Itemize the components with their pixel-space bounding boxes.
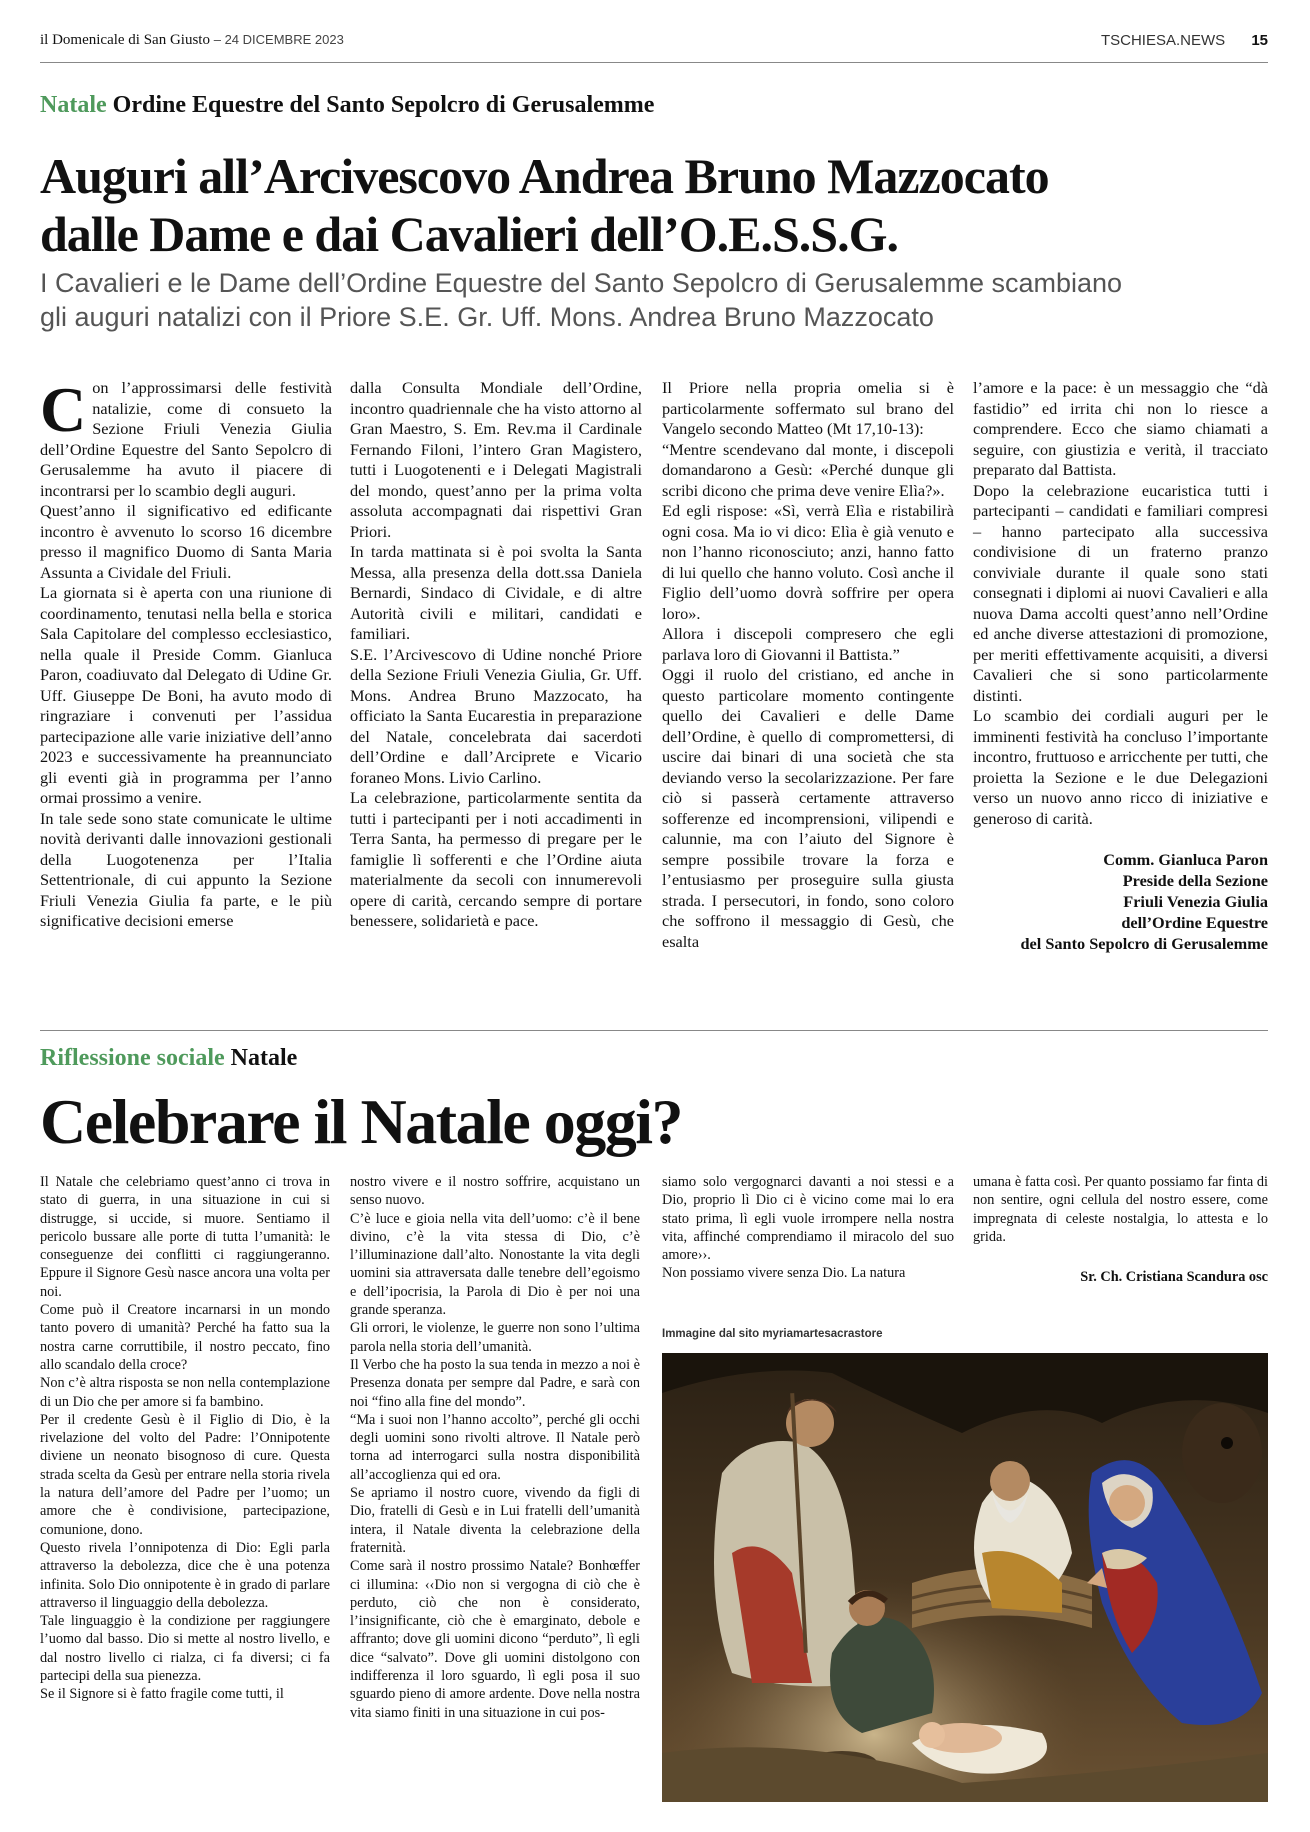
publication-info <box>40 32 344 49</box>
image-caption: Immagine dal sito myriamartesacrastore <box>662 1328 883 1340</box>
article1-subhead-line2: gli auguri natalizi con il Priore S.E. Gr. Uff. Mons. Andrea Bruno Mazzocato <box>40 302 934 332</box>
site-info <box>1101 32 1268 49</box>
signature-line: Comm. Gianluca Paron <box>1103 850 1268 869</box>
article1-column-4 <box>973 378 1268 954</box>
article1-column-1 <box>40 374 332 932</box>
article2-headline: Celebrare il Natale oggi? <box>40 1086 683 1157</box>
signature-line: dell’Ordine Equestre <box>1121 913 1268 932</box>
article1-kicker-tag: Natale <box>40 92 107 118</box>
article1-paragraph: Allora i discepoli compresero che egli parlava loro di Giovanni il Battista.” <box>662 624 954 664</box>
article1-paragraph: La celebrazione, particolarmente sentita da tutti i partecipanti per i noti accadimenti in Terra Santa, ha permesso di pregare per le famiglie lì sofferenti e che l’Ordine aiuta materialmente da secoli con innumerevoli opere di carità, cercando sempre di portare benessere, solidarietà e pace. <box>350 788 642 930</box>
article1-column-2 <box>350 378 642 932</box>
site-name: TSCHIESA.NEWS <box>1100 32 1226 49</box>
article1-paragraph-text: on l’approssimarsi delle festività natalizie, come di consueto la Sezione Friuli Venezia Giulia dell’Ordine Equestre del Santo Sepolcro di Gerusalemme ha avuto il piacere di incontrarsi per lo scambio degli auguri. <box>40 378 332 500</box>
article1-column-3 <box>662 378 954 952</box>
article2-paragraph: Se apriamo il nostro cuore, vivendo da figli di Dio, fratelli di Gesù e in Lui fratelli dell’umanità intera, il Natale diventa la celebrazione della fraternità. <box>350 1485 640 1556</box>
article2-kicker-tag: Riflessione sociale <box>40 1045 225 1071</box>
article2-paragraph: Il Verbo che ha posto la sua tenda in mezzo a noi è Presenza donata per sempre dal Padre, e sarà con noi “fino alla fine del mondo”. <box>350 1356 640 1410</box>
article1-kicker-text: Ordine Equestre del Santo Sepolcro di Gerusalemme <box>112 92 655 118</box>
article2-paragraph: Se il Signore si è fatto fragile come tutti, il <box>40 1686 284 1703</box>
article1-paragraph: S.E. l’Arcivescovo di Udine nonché Priore della Sezione Friuli Venezia Giulia, Gr. Uff. Mons. Andrea Bruno Mazzocato, ha officiato la Santa Eucarestia in preparazione del Natale, concelebrata dai sacerdoti dell’Ordine e dall’Arciprete e Vicario foraneo Mons. Livio Carlino. <box>350 644 642 787</box>
article2-column-1 <box>40 1173 330 1704</box>
article1-paragraph: Il Priore nella propria omelia si è particolarmente soffermato sul brano del Vangelo secondo Matteo (Mt 17,10-13): <box>662 378 954 438</box>
article1-headline <box>40 150 1268 266</box>
article2-paragraph: Come sarà il nostro prossimo Natale? Bonhœffer ci illumina: ‹‹Dio non si vergogna di ciò che è perduto, ciò che non è considerato, l’insignificante, ciò che è emarginato, debole e affranto; dove gli uomini dicono “perduto”, lì egli dice “salvato”. Dove gli uomini distolgono con indifferenza il loro sguardo, lì egli posa il suo sguardo pieno di amore ardente. Dove nella nostra vita siamo finiti in una situazione in cui pos- <box>350 1558 640 1721</box>
article2-paragraph: “Ma i suoi non l’hanno accolto”, perché gli occhi degli uomini sono rivolti altrove. Il Natale però torna ad interrogarci sulla nostra disponibilità all’accoglienza qui ed ora. <box>350 1411 640 1483</box>
article1-paragraph: Ed egli rispose: «Sì, verrà Elìa e ristabilirà ogni cosa. Ma io vi dico: Elìa è già venuto e non l’hanno riconosciuto; anzi, hanno fatto di lui quello che hanno voluto. Così anche il Figlio dell’uomo dovrà soffrire per opera loro». <box>662 501 954 623</box>
article1-paragraph <box>40 374 332 501</box>
article1-paragraph: Oggi il ruolo del cristiano, ed anche in questo particolare momento contingente quello dei Cavalieri e delle Dame dell’Ordine, è quello di compromettersi, di uscire dai binari di una società che sta deviando verso la secolarizzazione. Per fare ciò si passerà certamente attraverso sofferenze ed incomprensioni, vilipendi e calunnie, ma con l’aiuto del Signore è sempre possibile trovare la forza e l’entusiasmo per proseguire sulla giusta strada. I persecutori, in fondo, sono coloro che soffrono il messaggio di Gesù, che esalta <box>662 665 954 951</box>
article2-paragraph: Per il credente Gesù è il Figlio di Dio, è la rivelazione del volto del Padre: l’Onnipotente diviene un neonato bisognoso di cure. Questa strada scelta da Gesù per entrare nella storia rivela la natura dell’amore del Padre per l’uomo; un amore che è condivisione, partecipazione, comunione, dono. <box>40 1411 330 1538</box>
article2-kicker-text: Natale <box>230 1045 298 1071</box>
article1-paragraph: La giornata si è aperta con una riunione di coordinamento, tenutasi nella bella e storica Sala Capitolare del complesso ecclesiastico, nella quale il Preside Comm. Gianluca Paron, coadiuvato dal Delegato di Udine Gr. Uff. Giuseppe De Boni, ha avuto modo di ringraziare i convenuti per l’assidua partecipazione alle varie iniziative dell’anno 2023 e successivamente ha preannunciato gli eventi già in programma per l’anno ormai prossimo a venire. <box>40 583 332 807</box>
article2-paragraph: Gli orrori, le violenze, le guerre non sono l’ultima parola nella storia dell’umanità. <box>350 1320 640 1355</box>
running-header <box>40 28 1268 63</box>
dropcap: C <box>40 374 87 445</box>
article2-column-4 <box>973 1173 1268 1286</box>
publication-name: il Domenicale di San Giusto <box>40 32 210 48</box>
article2-signature: Sr. Ch. Cristiana Scandura osc <box>1080 1269 1268 1286</box>
article1-signature <box>973 849 1268 954</box>
signature-line: Friuli Venezia Giulia <box>1123 892 1268 911</box>
article1-paragraph: l’amore e la pace: è un messaggio che “dà fastidio” ed irrita chi non lo riesce a comprendere. Ecco che siamo chiamati a seguire, con giustizia e verità, il tracciato preparato dal Battista. <box>973 378 1268 479</box>
newspaper-page <box>40 0 1268 1832</box>
article2-paragraph: Questo rivela l’onnipotenza di Dio: Egli parla attraverso la debolezza, dice che è una potenza infinita. Solo Dio onnipotente è in grado di parlare attraverso il linguaggio della debolezza. <box>40 1539 330 1611</box>
article2-paragraph: Non c’è altra risposta se non nella contemplazione di un Dio che per amore si fa bambino. <box>40 1375 330 1410</box>
article1-paragraph: Quest’anno il significativo ed edificante incontro è avvenuto lo scorso 16 dicembre presso il magnifico Duomo di Santa Maria Assunta a Cividale del Friuli. <box>40 501 332 582</box>
article2-paragraph: Il Natale che celebriamo quest’anno ci trova in stato di guerra, in una situazione in cui si distrugge, si uccide, si muore. Sentiamo il pericolo bussare alle porte di tutta l’umanità: le conseguenze dei conflitti ci raggiungeranno. Eppure il Signore Gesù nasce ancora una volta per noi. <box>40 1174 330 1300</box>
article2-kicker <box>40 1045 297 1072</box>
article2-paragraph: Come può il Creatore incarnarsi in un mondo tanto povero di umanità? Perché ha fatto sua la nostra carne corruttibile, il nostro peccato, fino allo scandalo della croce? <box>40 1302 330 1373</box>
article2-column-3 <box>662 1173 954 1283</box>
article1-subhead-line1: I Cavalieri e le Dame dell’Ordine Equestre del Santo Sepolcro di Gerusalemme scambiano <box>40 268 1123 298</box>
article1-subhead <box>40 266 1268 334</box>
nativity-painting <box>662 1353 1268 1802</box>
article2-paragraph: C’è luce e gioia nella vita dell’uomo: c’è il bene divino, c’è la vita stessa di Dio, c’è l’illuminazione dall’alto. Nonostante la vita degli uomini sia attraversata dalle tenebre dell’egoismo e dell’ipocrisia, la Parola di Dio è per noi una grande speranza. <box>350 1210 640 1319</box>
article2-paragraph: Non possiamo vivere senza Dio. La natura <box>662 1265 906 1282</box>
article1-paragraph: In tarda mattinata si è poi svolta la Santa Messa, alla presenza della dott.ssa Daniela Bernardi, Sindaco di Cividale, e di altre Autorità civili e militari, candidati e familiari. <box>350 542 642 643</box>
article2-column-2 <box>350 1173 640 1722</box>
article2-paragraph: nostro vivere e il nostro soffrire, acquistano un senso nuovo. <box>350 1174 640 1209</box>
article1-headline-line2: dalle Dame e dai Cavalieri dell’O.E.S.S.G. <box>40 206 898 262</box>
article2-paragraph: siamo solo vergognarci davanti a noi stessi e a Dio, proprio lì Dio ci è vicino come mai lo era stato prima, lì egli vuole irrompere nella nostra vita, affinché comprendiamo il miracolo del suo amore››. <box>662 1174 954 1264</box>
article1-paragraph: Dopo la celebrazione eucaristica tutti i partecipanti – candidati e familiari compresi – hanno partecipato alla successiva condivisione di un fraterno pranzo conviviale durante il quale sono stati consegnati i diplomi ai nuovi Cavalieri e alla nuova Dama accolti quest’anno nell’Ordine ed anche diverse attestazioni di promozione, per meriti effettivamente acquisiti, a diversi Cavalieri che si sono particolarmente distinti. <box>973 480 1268 705</box>
signature-line: del Santo Sepolcro di Gerusalemme <box>1020 934 1268 953</box>
article1-kicker <box>40 92 654 119</box>
section-divider <box>40 1030 1268 1031</box>
article1-headline-line1: Auguri all’Arcivescovo Andrea Bruno Mazzocato <box>40 148 1049 204</box>
article1-paragraph: dalla Consulta Mondiale dell’Ordine, incontro quadriennale che ha visto attorno al Gran Maestro, S. Em. Rev.ma il Cardinale Fernando Filoni, l’intero Gran Magistero, tutti i Luogotenenti e i Delegati Magistrali del mondo, quest’anno per la prima volta assoluta accompagnati dai rispettivi Gran Priori. <box>350 378 642 541</box>
article2-paragraph: umana è fatta così. Per quanto possiamo far finta di non sentire, ogni cellula del nostro essere, come impregnata di celeste nostalgia, lo attesta e lo grida. <box>973 1174 1268 1245</box>
nativity-painting-illustration <box>662 1353 1268 1802</box>
page-number: 15 <box>1251 32 1268 49</box>
issue-date: – 24 DICEMBRE 2023 <box>213 32 344 47</box>
article1-paragraph: Lo scambio dei cordiali auguri per le imminenti festività ha concluso l’importante incontro, fruttuoso e arricchente per tutti, che proietta la Sezione e le due Delegazioni verso un nuovo anno ricco di iniziative e generoso di carità. <box>973 706 1268 828</box>
article1-paragraph: “Mentre scendevano dal monte, i discepoli domandarono a Gesù: «Perché dunque gli scribi dicono che prima deve venire Elìa?». <box>662 439 954 500</box>
article2-paragraph: Tale linguaggio è la condizione per raggiungere l’uomo dal basso. Dio si mette al nostro livello, e dal nostro livello ci rialza, ci fa diversi; ci fa partecipi della sua pienezza. <box>40 1613 330 1685</box>
signature-line: Preside della Sezione <box>1122 871 1268 890</box>
article1-paragraph: In tale sede sono state comunicate le ultime novità derivanti dalle innovazioni gestionali della Luogotenenza per l’Italia Settentrionale, di cui appunto la Sezione Friuli Venezia Giulia fa parte, e le più significative decisioni emerse <box>40 808 332 930</box>
